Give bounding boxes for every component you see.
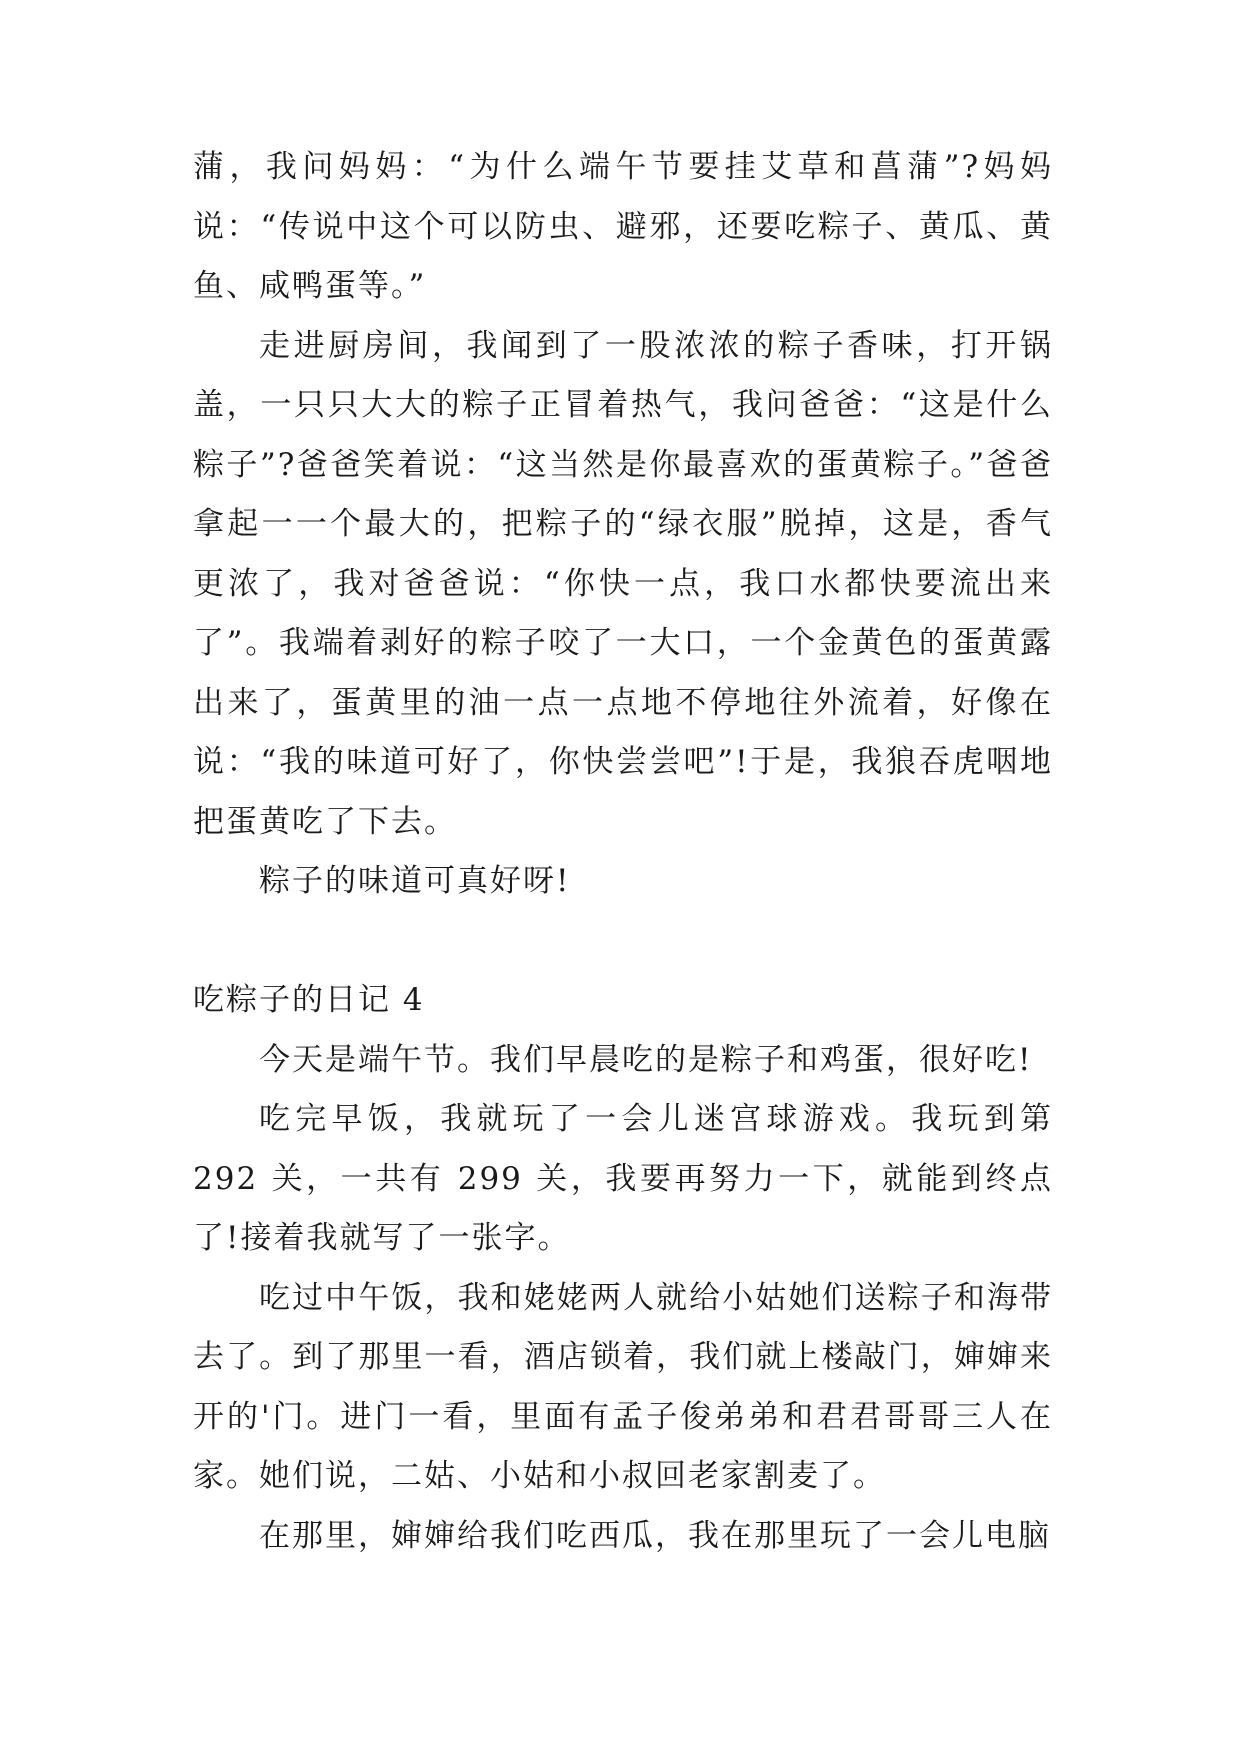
paragraph-kitchen-zongzi: 走进厨房间，我闻到了一股浓浓的粽子香味，打开锅盖，一只只大大的粽子正冒着热气，我问爸爸：“这是什么粽子”?爸爸笑着说：“这当然是你最喜欢的蛋黄粽子。”爸爸拿起一一个最大的，把粽子的“绿衣服”脱掉，这是，香气更浓了，我对爸爸说：“你快一点，我口水都快要流出来了”。我端着剥好的粽子咬了一大口，一个金黄色的蛋黄露出来了，蛋黄里的油一点一点地不停地往外流着，好像在说：“我的味道可好了，你快尝尝吧”!于是，我狼吞虎咽地把蛋黄吃了下去。: [193, 327, 1053, 840]
paragraph-watermelon: 在那里，婶婶给我们吃西瓜，我在那里玩了一会儿电脑: [259, 1517, 1051, 1554]
section-title: 吃粽子的日记 4: [193, 982, 425, 1018]
paragraph-dragon-boat-morning: 今天是端午节。我们早晨吃的是粽子和鸡蛋，很好吃!: [259, 1041, 1033, 1078]
paragraph-continued-intro: 蒲，我问妈妈：“为什么端午节要挂艾草和菖蒲”?妈妈说：“传说中这个可以防虫、避邪，还要吃粽子、黄瓜、黄鱼、咸鸭蛋等。”: [193, 149, 1053, 304]
document-body: [193, 138, 1053, 1566]
paragraph-visit-aunt: 吃过中午饭，我和姥姥两人就给小姑她们送粽子和海带去了。到了那里一看，酒店锁着，我们就上楼敲门，婶婶来开的'门。进门一看，里面有孟子俊弟弟和君君哥哥三人在家。她们说，二姑、小姑和小叔回老家割麦了。: [193, 1279, 1053, 1494]
paragraph-taste-conclusion: 粽子的味道可真好呀!: [259, 863, 571, 899]
paragraph-maze-game: 吃完早饭，我就玩了一会儿迷宫球游戏。我玩到第 292 关，一共有 299 关，我要再努力一下，就能到终点了!接着我就写了一张字。: [193, 1101, 1053, 1256]
section-spacer: [193, 912, 1053, 972]
